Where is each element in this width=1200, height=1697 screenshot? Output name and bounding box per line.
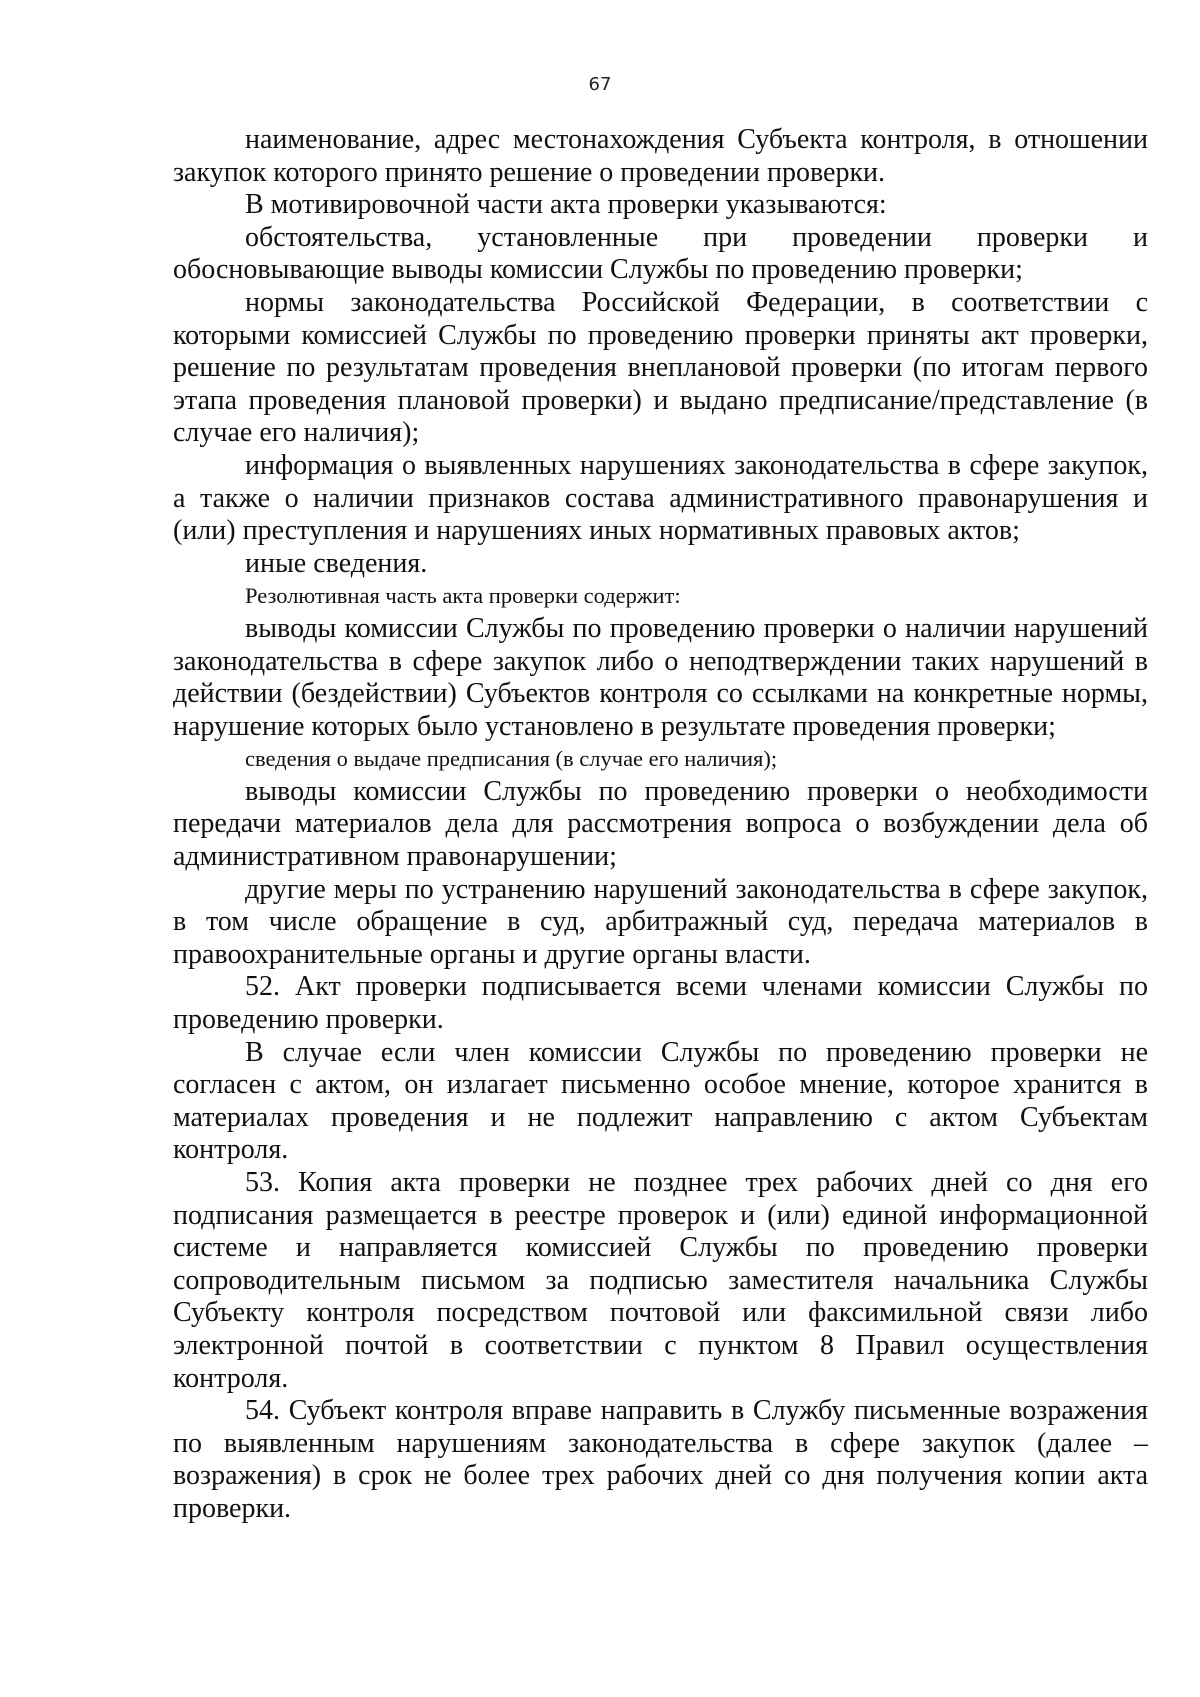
paragraph-motivation-heading: В мотивировочной части акта проверки указываются: <box>245 189 887 221</box>
document-body <box>173 124 1148 1526</box>
paragraph-other-info: иные сведения. <box>245 547 428 579</box>
page-number: 67 <box>588 74 612 95</box>
paragraph-dissenting-opinion: В случае если член комиссии Службы по проведению проверки не согласен с актом, он излагает письменно особое мнение, которое хранится в материалах проведения и не подлежит направлению с актом Субъектам контроля. <box>173 1036 1148 1166</box>
paragraph-violations-info: информация о выявленных нарушениях законодательства в сфере закупок, а также о наличии признаков состава административного правонарушения и (или) преступления и нарушениях иных нормативных правовых актов; <box>173 449 1148 547</box>
paragraph-subject-name: наименование, адрес местонахождения Субъекта контроля, в отношении закупок которого принято решение о проведении проверки. <box>173 124 1148 188</box>
paragraph-circumstances: обстоятельства, установленные при проведении проверки и обосновывающие выводы комиссии Службы по проведению проверки; <box>173 221 1148 286</box>
paragraph-materials-transfer: выводы комиссии Службы по проведению проверки о необходимости передачи материалов дела для рассмотрения вопроса о возбуждении дела об административном правонарушении; <box>173 775 1148 873</box>
paragraph-other-measures: другие меры по устранению нарушений законодательства в сфере закупок, в том числе обращение в суд, арбитражный суд, передача материалов в правоохранительные органы и другие органы власти. <box>173 873 1148 970</box>
paragraph-commission-conclusions: выводы комиссии Службы по проведению проверки о наличии нарушений законодательства в сфере закупок либо о неподтверждении таких нарушений в действии (бездействии) Субъектов контроля со ссылками на конкретные нормы, нарушение которых было установлено в результате проведения проверки; <box>173 612 1148 742</box>
paragraph-item-54: 54. Субъект контроля вправе направить в Службу письменные возражения по выявленным нарушениям законодательства в сфере закупок (далее – возражения) в срок не более трех рабочих дней со дня получения копии акта проверки. <box>173 1395 1148 1524</box>
paragraph-resolution-heading: Резолютивная часть акта проверки содержит: <box>245 583 681 609</box>
paragraph-prescription-info: сведения о выдаче предписания (в случае его наличия); <box>245 746 778 772</box>
paragraph-legal-norms: нормы законодательства Российской Федерации, в соответствии с которыми комиссией Службы по проведению проверки приняты акт проверки, решение по результатам проведения внеплановой проверки (по итогам первого этапа проведения плановой проверки) и выдано предписание/представление (в случае его наличия); <box>173 286 1148 449</box>
paragraph-item-52: 52. Акт проверки подписывается всеми членами комиссии Службы по проведению проверки. <box>173 971 1148 1036</box>
paragraph-item-53: 53. Копия акта проверки не позднее трех рабочих дней со дня его подписания размещается в реестре проверок и (или) единой информационной системе и направляется комиссией Службы по проведению проверки сопроводительным письмом за подписью заместителя начальника Службы Субъекту контроля посредством почтовой или факсимильной связи либо электронной почтой в соответствии с пунктом 8 Правил осуществления контроля. <box>173 1167 1148 1394</box>
